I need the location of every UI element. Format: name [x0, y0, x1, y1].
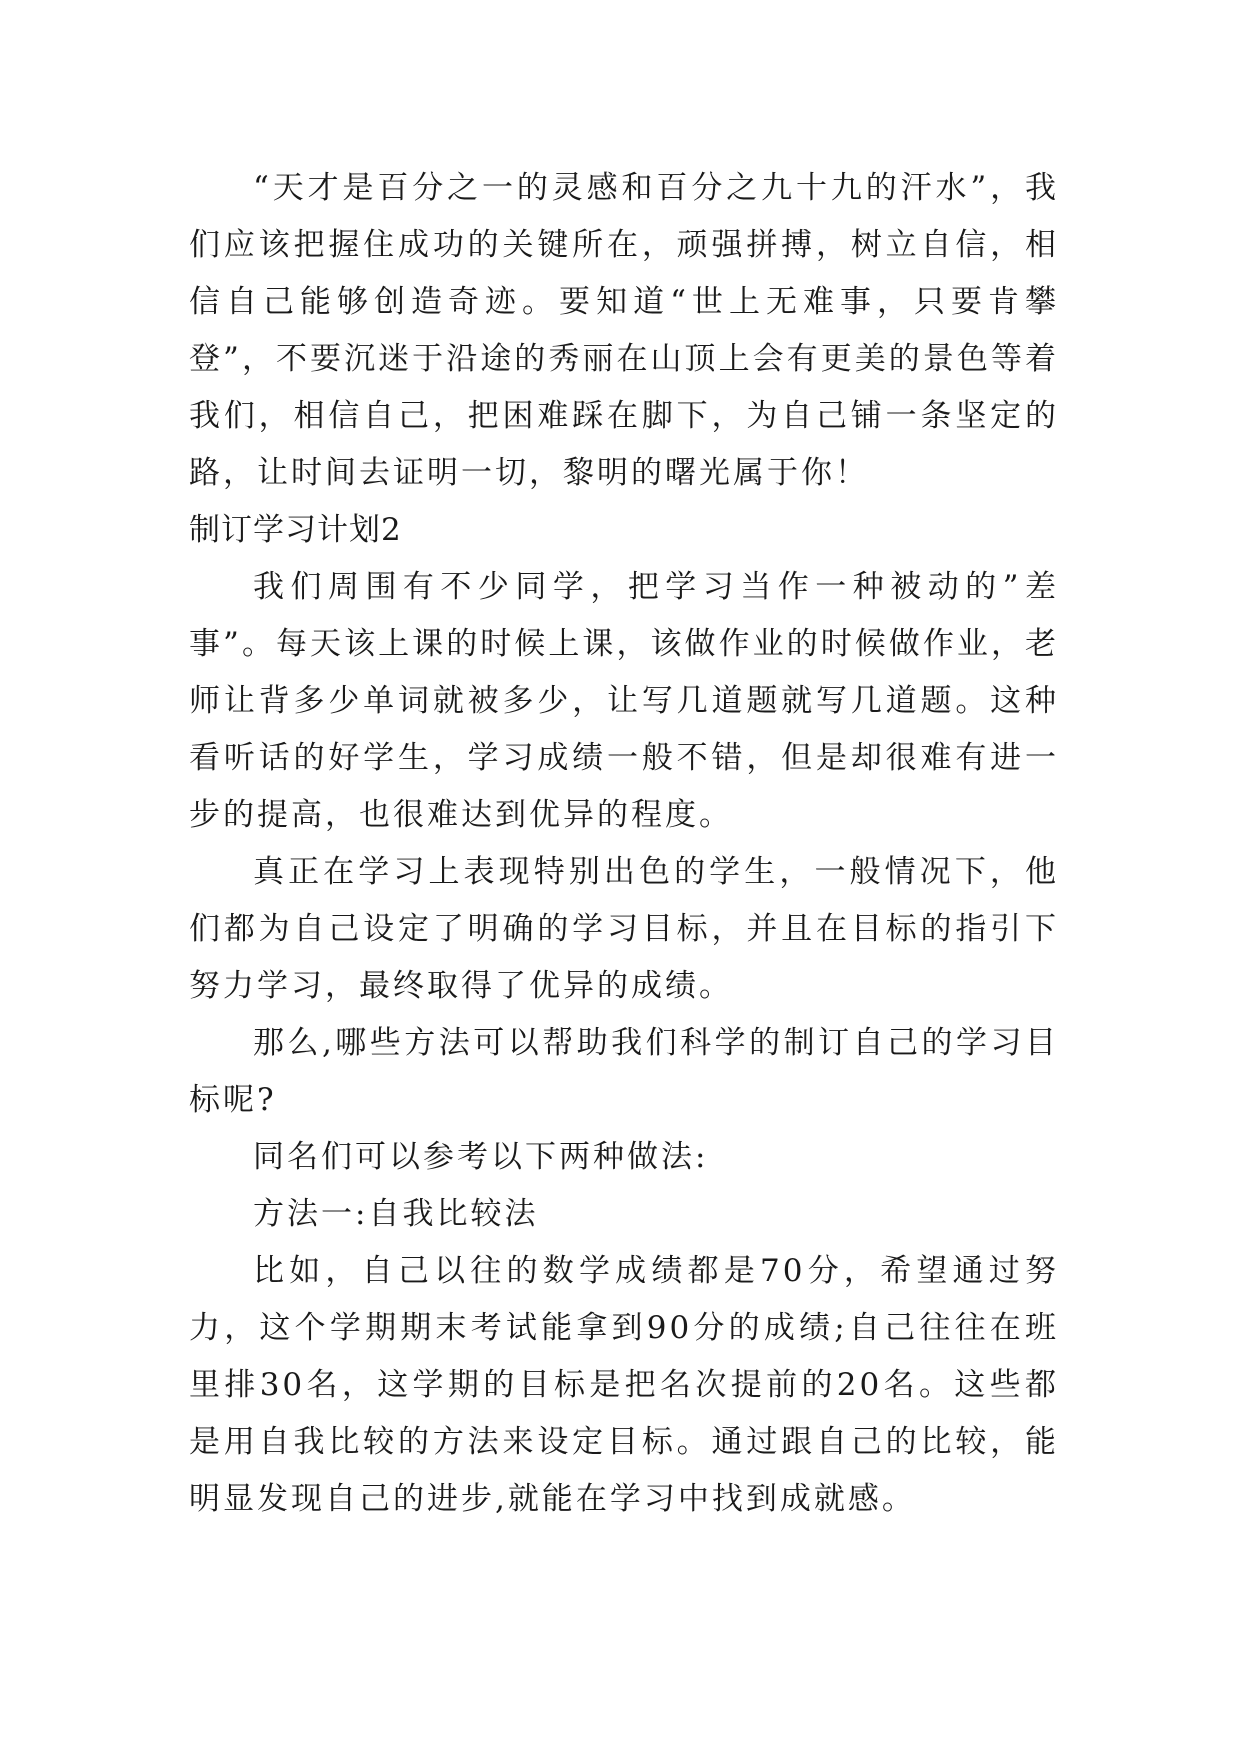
paragraph-method-one-example: 比如，自己以往的数学成绩都是70分，希望通过努力，这个学期期末考试能拿到90分的成绩;自己往往在班里排30名，这学期的目标是把名次提前的20名。这些都是用自我比较的方法来设定目标。通过跟自己的比较，能明显发现自己的进步,就能在学习中找到成就感。 — [189, 1253, 1059, 1517]
document-body — [189, 160, 1059, 1528]
section-heading: 制订学习计划2 — [189, 512, 402, 548]
paragraph-passive-learning: 我们周围有不少同学，把学习当作一种被动的”差事”。每天该上课的时候上课，该做作业的时候做作业，老师让背多少单词就被多少，让写几道题就写几道题。这种看听话的好学生，学习成绩一般不错，但是却很难有进一步的提高，也很难达到优异的程度。 — [189, 569, 1059, 833]
paragraph-question: 那么,哪些方法可以帮助我们科学的制订自己的学习目标呢? — [189, 1025, 1059, 1118]
paragraph-genius-quote: “天才是百分之一的灵感和百分之九十九的汗水”，我们应该把握住成功的关键所在，顽强拼搏，树立自信，相信自己能够创造奇迹。要知道“世上无难事，只要肯攀登”，不要沉迷于沿途的秀丽在山顶上会有更美的景色等着我们，相信自己，把困难踩在脚下，为自己铺一条坚定的路，让时间去证明一切，黎明的曙光属于你！ — [189, 170, 1059, 491]
paragraph-two-methods: 同名们可以参考以下两种做法: — [253, 1139, 709, 1175]
paragraph-excellent-students: 真正在学习上表现特别出色的学生，一般情况下，他们都为自己设定了明确的学习目标，并且在目标的指引下努力学习，最终取得了优异的成绩。 — [189, 854, 1059, 1004]
paragraph-method-one-title: 方法一:自我比较法 — [253, 1196, 539, 1232]
